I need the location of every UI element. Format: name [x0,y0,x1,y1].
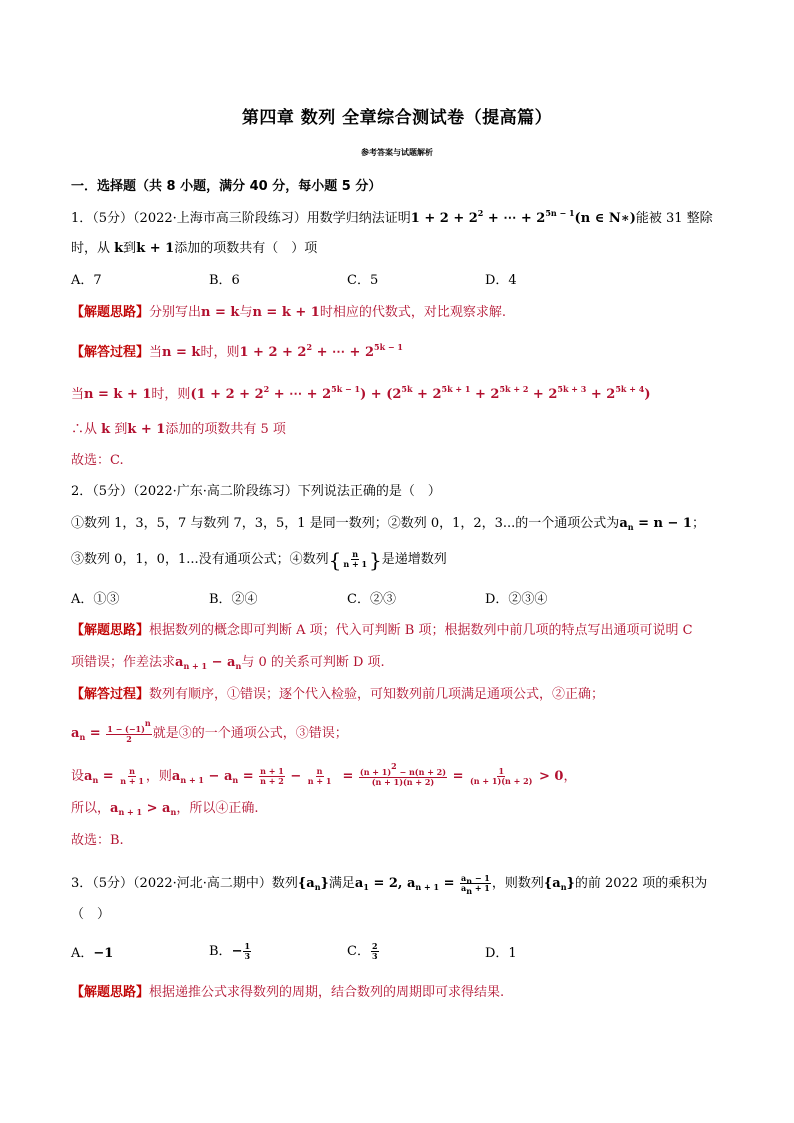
q2-line-set: 设$a_n$ = $\frac{n}{n + 1}$ ，则$a_{n + 1} - a_n$ = $\frac{n + 1}{n + 2}$ − $\frac{n}{n + 1}$ = $\frac{(n + 1)^2 - n(n + 2)}{(n + 1)(n + 2)}$ = $\frac{1}{(n + 1)(n + 2)}$ > 0， [71,761,577,787]
q1-line2-text-b: 到 [123,241,137,256]
q3-stem-text-a: 3．（5分）（2022·河北·高二期中）数列 [71,876,298,891]
q2-process-text: 数列有顺序，①错误；逐个代入检验，可知数列前几项满足通项公式，②正确； [149,687,605,702]
q1-var-k: k [114,241,124,256]
q3-idea-tag: 【解题思路】 [71,985,150,1000]
q3-option-a-label: A． [71,946,94,961]
q3-option-c [347,942,380,961]
q2-line-set-text-b: ，则 [145,769,172,784]
q1-idea-text-a: 分别写出 [149,305,202,320]
page-title: 第四章 数列 全章综合测试卷（提高篇） [241,108,553,128]
q3-stem-text-b: 满足 [328,876,355,891]
q3-option-b-label: B． [209,944,232,959]
section-heading: 一．选择题（共 8 小题，满分 40 分，每小题 5 分） [71,179,382,194]
q2-idea-text-2b: 与 0 的关系可判断 D 项. [241,655,385,670]
q2-idea-tag: 【解题思路】 [71,623,150,638]
q1-process-formula-2: $1 + 2 + 2^2$ + ⋯ + $2^{5k - 1}$ [239,342,403,360]
q3-option-b-value: − $\frac{1}{3}$ [231,941,251,961]
q2-s2 [71,547,447,572]
q3-stem-text-d: 的前 2022 项的乘积为 [574,876,708,891]
q1-line4-text-a: ∴从 [71,422,98,437]
q1-process-text-b: 时，则 [200,345,240,360]
q1-process-text-a: 当 [149,345,163,360]
q2-answer: 故选：B. [71,833,124,848]
q3-recurrence: $a_1 = 2$, $a_{n + 1}$ = $\frac{a_n - 1}{a_n + 1}$ [354,873,490,896]
q1-line4-text-b: 到 [114,422,128,437]
q2-s2-text-a: ③数列 0，1，0，1...没有通项公式；④数列 [71,552,329,567]
q1-line2-text-c: 添加的项数共有（ ）项 [174,241,318,256]
q2-line-an [71,718,348,744]
q2-so-formula: $a_{n + 1} > a_n$ [110,801,177,817]
q3-option-a-value: −1 [93,946,114,961]
q3-option-c-value: $\frac{2}{3}$ [371,941,378,961]
q3-option-c-label: C． [347,944,370,959]
q1-answer: 故选：C. [71,453,124,468]
q2-line-so-text-a: 所以， [71,801,111,816]
q2-idea-text-1: 根据数列的概念即可判断 A 项；代入可判断 B 项；根据数列中前几项的特点写出通项可说明 C [149,623,693,638]
q1-line4 [71,421,286,439]
q2-process-tag: 【解答过程】 [71,687,150,702]
q1-process-formula-1: n = k [162,345,201,360]
q1-idea-tag: 【解题思路】 [71,305,150,320]
q1-option-b: B．6 [209,273,240,288]
q1-line1-prefix: 1．（5分）（2022·上海市高三阶段练习）用数学归纳法证明 [71,211,411,226]
q3-idea-text: 根据递推公式求得数列的周期，结合数列的周期即可求得结果. [149,985,505,1000]
q3-seq-1: $\{a_n\}$ [297,876,329,892]
page-subtitle: 参考答案与试题解析 [361,148,433,157]
q1-idea [71,304,506,322]
q1-idea-formula-1: n = k [201,305,240,320]
q3-stem-line2: （ ） [71,907,111,922]
q2-s2-formula: { $\frac{n}{n + 1}$ } [328,547,382,572]
q1-line1 [71,210,713,228]
q2-option-a: A．①③ [71,592,120,607]
q1-line3 [71,386,650,404]
q1-idea-text-c: 时相应的代数式，对比观察求解. [319,305,506,320]
q2-s1: ①数列 1，3，5，7 与数列 7，3，5，1 是同一数列；②数列 0，1，2，3...的一个通项公式为$a_n = n - 1$； [71,516,705,532]
q2-option-d: D．②③④ [485,592,548,607]
q3-stem [71,873,708,896]
q2-option-b: B．②④ [209,592,258,607]
q2-stem: 2．（5分）（2022·广东·高二阶段练习）下列说法正确的是（ ） [71,484,441,499]
q2-s1-text: ①数列 1，3，5，7 与数列 7，3，5，1 是同一数列；②数列 0，1，2，3...的一个通项公式为 [71,516,620,531]
q2-option-c: C．②③ [347,592,396,607]
q3-idea [71,984,504,1002]
q1-line4-var-k1: k + 1 [127,422,166,437]
q3-option-a [71,945,113,963]
q2-set-formula-2: $a_{n + 1} - a_n$ = $\frac{n + 1}{n + 2}$ − $\frac{n}{n + 1}$ = $\frac{(n + 1)^2 - n(n + 2)}{(n + 1)(n + 2)}$ = $\frac{1}{(n + 1)(n + 2)}$ > 0 [171,761,564,787]
q2-an-formula: $a_n$ = $\frac{1 - (-1)^n}{2}$ [71,718,151,744]
q1-line1-suffix: 能被 31 整除 [635,211,713,226]
q1-line3-text-a: 当 [71,387,85,402]
q1-idea-text-b: 与 [239,305,253,320]
q2-process [71,686,604,704]
q2-idea-line2 [71,654,385,672]
q2-s2-text-b: 是递增数列 [381,552,447,567]
q3-option-b [209,942,252,961]
q1-formula-sum: $1 + 2 + 2^2$ + ⋯ + $2^{5n - 1}(n$ ∈ N∗) [410,208,636,226]
q3-option-d: D．1 [485,946,517,961]
q1-option-c: C．5 [347,273,379,288]
q1-line4-text-c: 添加的项数共有 5 项 [165,422,286,437]
q2-s1-formula: $a_n = n - 1$ [619,516,692,532]
q1-var-k1: k + 1 [136,241,175,256]
q1-line2 [71,240,317,258]
q1-line3-formula-1: n = k + 1 [84,387,152,402]
q3-seq-2: $\{a_n\}$ [543,876,575,892]
q1-line2-text-a: 时，从 [71,241,111,256]
q1-line3-formula-2: ($1 + 2 + 2^2$ + ⋯ + $2^{5k - 1}) + (2^{5k} + 2^{5k + 1} + 2^{5k + 2} + 2^{5k + 3} + 2^{5k + 4})$ [190,384,651,402]
q1-line4-var-k: k [101,422,111,437]
q2-idea-line1 [71,622,693,640]
q1-option-a: A．7 [71,273,102,288]
q1-line3-text-b: 时，则 [151,387,191,402]
q2-line-so [71,800,258,818]
q2-line-an-text: 就是③的一个通项公式，③错误； [152,726,348,741]
q2-set-formula-1: $a_n$ = $\frac{n}{n + 1}$ [84,766,144,786]
q1-process-tag: 【解答过程】 [71,345,150,360]
q1-idea-formula-2: n = k + 1 [252,305,320,320]
q1-option-d: D．4 [485,273,517,288]
q2-idea-text-2a: 项错误；作差法求 [71,655,176,670]
q2-line-so-text-b: ，所以④正确. [176,801,259,816]
q1-process [71,344,403,362]
q2-line-set-text-a: 设 [71,769,85,784]
q2-idea-formula: $a_{n + 1} - a_n$ [175,655,242,671]
q3-stem-text-c: ，则数列 [491,876,544,891]
